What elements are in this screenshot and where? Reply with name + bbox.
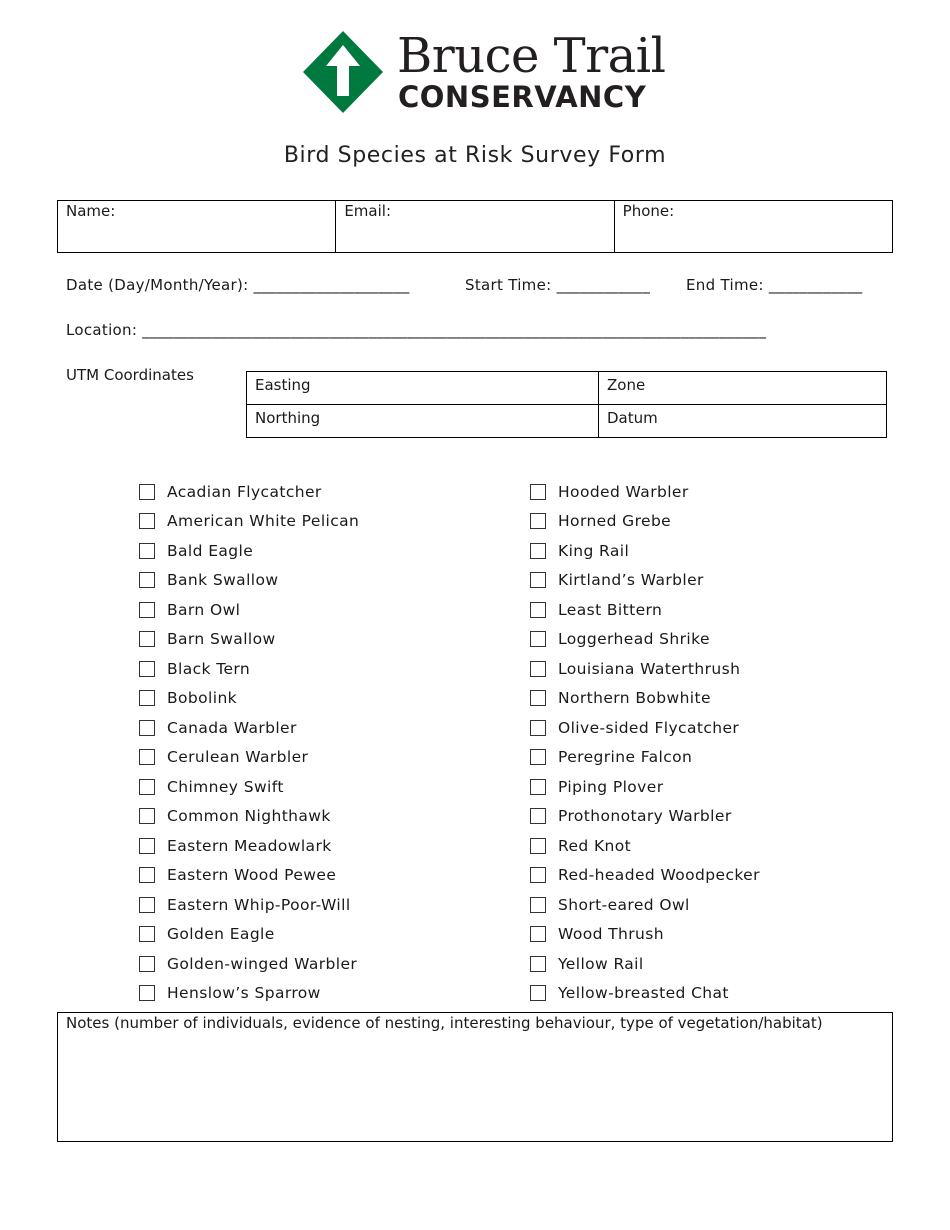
- species-checkbox[interactable]: [139, 661, 155, 677]
- arrow-up-diamond-icon: [302, 30, 384, 114]
- species-label: Short-eared Owl: [558, 895, 690, 914]
- species-checkbox[interactable]: [139, 602, 155, 618]
- utm-table: [246, 371, 887, 438]
- species-checkbox[interactable]: [139, 867, 155, 883]
- species-checkbox[interactable]: [139, 926, 155, 942]
- species-item: [139, 949, 359, 979]
- species-list-right: [530, 477, 760, 1008]
- species-item: [139, 507, 359, 537]
- species-item: [139, 920, 359, 950]
- species-checkbox[interactable]: [530, 720, 546, 736]
- species-label: Northern Bobwhite: [558, 689, 711, 708]
- species-checkbox[interactable]: [139, 513, 155, 529]
- start-time-field[interactable]: ____________: [556, 276, 651, 294]
- phone-label: Phone:: [622, 202, 675, 220]
- species-checkbox[interactable]: [530, 749, 546, 765]
- species-item: [530, 831, 760, 861]
- species-checkbox[interactable]: [139, 631, 155, 647]
- species-label: Cerulean Warbler: [167, 748, 309, 767]
- species-item: [530, 890, 760, 920]
- species-item: [139, 536, 359, 566]
- species-item: [139, 595, 359, 625]
- species-checkbox[interactable]: [139, 720, 155, 736]
- species-label: Yellow-breasted Chat: [558, 984, 729, 1003]
- date-line: [66, 276, 410, 294]
- species-label: Piping Plover: [558, 777, 664, 796]
- species-item: [530, 625, 760, 655]
- end-time-label: End Time:: [686, 276, 764, 294]
- species-checkbox[interactable]: [139, 956, 155, 972]
- species-checkbox[interactable]: [530, 661, 546, 677]
- species-checkbox[interactable]: [530, 985, 546, 1001]
- species-item: [139, 979, 359, 1009]
- species-item: [530, 979, 760, 1009]
- species-label: Red Knot: [558, 836, 632, 855]
- species-checkbox[interactable]: [530, 808, 546, 824]
- species-item: [139, 713, 359, 743]
- species-label: Common Nighthawk: [167, 807, 331, 826]
- species-item: [139, 831, 359, 861]
- species-checkbox[interactable]: [530, 897, 546, 913]
- species-label: King Rail: [558, 541, 630, 560]
- species-label: Least Bittern: [558, 600, 663, 619]
- northing-label: Northing: [255, 408, 321, 427]
- species-label: Hooded Warbler: [558, 482, 689, 501]
- org-name-line2: CONSERVANCY: [398, 80, 647, 114]
- species-label: Bank Swallow: [167, 571, 279, 590]
- zone-field[interactable]: [599, 372, 886, 405]
- species-label: Red-headed Woodpecker: [558, 866, 760, 885]
- notes-label: Notes (number of individuals, evidence of nesting, interesting behaviour, type of vegetation/habitat): [66, 1014, 823, 1032]
- species-item: [139, 861, 359, 891]
- date-label: Date (Day/Month/Year):: [66, 276, 249, 294]
- species-item: [139, 684, 359, 714]
- species-item: [530, 772, 760, 802]
- species-item: [530, 949, 760, 979]
- species-checkbox[interactable]: [530, 779, 546, 795]
- species-label: Golden Eagle: [167, 925, 275, 944]
- species-item: [530, 536, 760, 566]
- species-item: [530, 713, 760, 743]
- species-item: [530, 595, 760, 625]
- species-item: [139, 566, 359, 596]
- species-item: [530, 743, 760, 773]
- species-checkbox[interactable]: [139, 572, 155, 588]
- species-checkbox[interactable]: [139, 779, 155, 795]
- species-label: Canada Warbler: [167, 718, 297, 737]
- species-label: Bobolink: [167, 689, 238, 708]
- species-checkbox[interactable]: [139, 808, 155, 824]
- notes-field[interactable]: [57, 1012, 893, 1142]
- location-line: [66, 321, 886, 339]
- datum-field[interactable]: [599, 405, 886, 438]
- easting-field[interactable]: [247, 372, 599, 405]
- species-label: Louisiana Waterthrush: [558, 659, 741, 678]
- end-time-field[interactable]: ____________: [768, 276, 863, 294]
- location-field[interactable]: ________________________________________________________________________________: [142, 321, 767, 339]
- species-item: [139, 772, 359, 802]
- species-label: Barn Swallow: [167, 630, 276, 649]
- northing-field[interactable]: [247, 405, 599, 438]
- zone-label: Zone: [607, 376, 646, 394]
- start-time-line: [465, 276, 650, 294]
- species-item: [530, 920, 760, 950]
- species-checkbox[interactable]: [530, 631, 546, 647]
- species-label: Black Tern: [167, 659, 251, 678]
- org-name-line1: Bruce Trail: [397, 28, 666, 84]
- species-label: Yellow Rail: [558, 954, 644, 973]
- species-checkbox[interactable]: [139, 543, 155, 559]
- species-checkbox[interactable]: [530, 513, 546, 529]
- species-label: Golden-winged Warbler: [167, 954, 358, 973]
- species-checkbox[interactable]: [530, 867, 546, 883]
- species-item: [530, 684, 760, 714]
- name-field[interactable]: [58, 201, 336, 252]
- species-checkbox[interactable]: [530, 926, 546, 942]
- email-field[interactable]: [336, 201, 614, 252]
- species-item: [530, 507, 760, 537]
- species-checkbox[interactable]: [139, 690, 155, 706]
- end-time-line: [686, 276, 862, 294]
- species-label: Chimney Swift: [167, 777, 284, 796]
- species-label: Prothonotary Warbler: [558, 807, 732, 826]
- org-logo: [302, 28, 666, 120]
- species-checkbox[interactable]: [530, 690, 546, 706]
- species-checkbox[interactable]: [139, 749, 155, 765]
- species-label: Eastern Whip-Poor-Will: [167, 895, 351, 914]
- species-label: Acadian Flycatcher: [167, 482, 322, 501]
- species-checkbox[interactable]: [530, 602, 546, 618]
- species-item: [530, 566, 760, 596]
- contact-table: [57, 200, 893, 253]
- species-checkbox[interactable]: [530, 956, 546, 972]
- easting-label: Easting: [255, 376, 311, 394]
- form-title: Bird Species at Risk Survey Form: [283, 143, 667, 168]
- start-time-label: Start Time:: [465, 276, 552, 294]
- species-label: Eastern Meadowlark: [167, 836, 332, 855]
- species-label: Kirtland’s Warbler: [558, 571, 704, 590]
- utm-label: UTM Coordinates: [66, 366, 194, 384]
- species-item: [139, 625, 359, 655]
- species-label: Olive-sided Flycatcher: [558, 718, 740, 737]
- species-label: Horned Grebe: [558, 512, 672, 531]
- species-item: [139, 743, 359, 773]
- species-label: Peregrine Falcon: [558, 748, 693, 767]
- location-label: Location:: [66, 321, 138, 339]
- species-label: Bald Eagle: [167, 541, 254, 560]
- species-label: Loggerhead Shrike: [558, 630, 710, 649]
- species-checkbox[interactable]: [530, 484, 546, 500]
- datum-label: Datum: [607, 408, 658, 427]
- species-item: [139, 890, 359, 920]
- species-checkbox[interactable]: [139, 897, 155, 913]
- species-checkbox[interactable]: [139, 985, 155, 1001]
- species-item: [139, 654, 359, 684]
- species-item: [139, 477, 359, 507]
- name-label: Name:: [66, 202, 116, 220]
- species-list-left: [139, 477, 359, 1008]
- species-item: [139, 802, 359, 832]
- species-checkbox[interactable]: [139, 838, 155, 854]
- species-label: Henslow’s Sparrow: [167, 984, 321, 1003]
- species-label: Barn Owl: [167, 600, 241, 619]
- email-label: Email:: [344, 202, 391, 220]
- species-checkbox[interactable]: [139, 484, 155, 500]
- species-checkbox[interactable]: [530, 543, 546, 559]
- species-item: [530, 861, 760, 891]
- species-label: American White Pelican: [167, 512, 360, 531]
- species-item: [530, 477, 760, 507]
- species-label: Eastern Wood Pewee: [167, 866, 337, 885]
- species-checkbox[interactable]: [530, 838, 546, 854]
- species-label: Wood Thrush: [558, 925, 664, 944]
- date-field[interactable]: ____________________: [253, 276, 410, 294]
- species-item: [530, 802, 760, 832]
- species-item: [530, 654, 760, 684]
- phone-field[interactable]: [615, 201, 892, 252]
- species-checkbox[interactable]: [530, 572, 546, 588]
